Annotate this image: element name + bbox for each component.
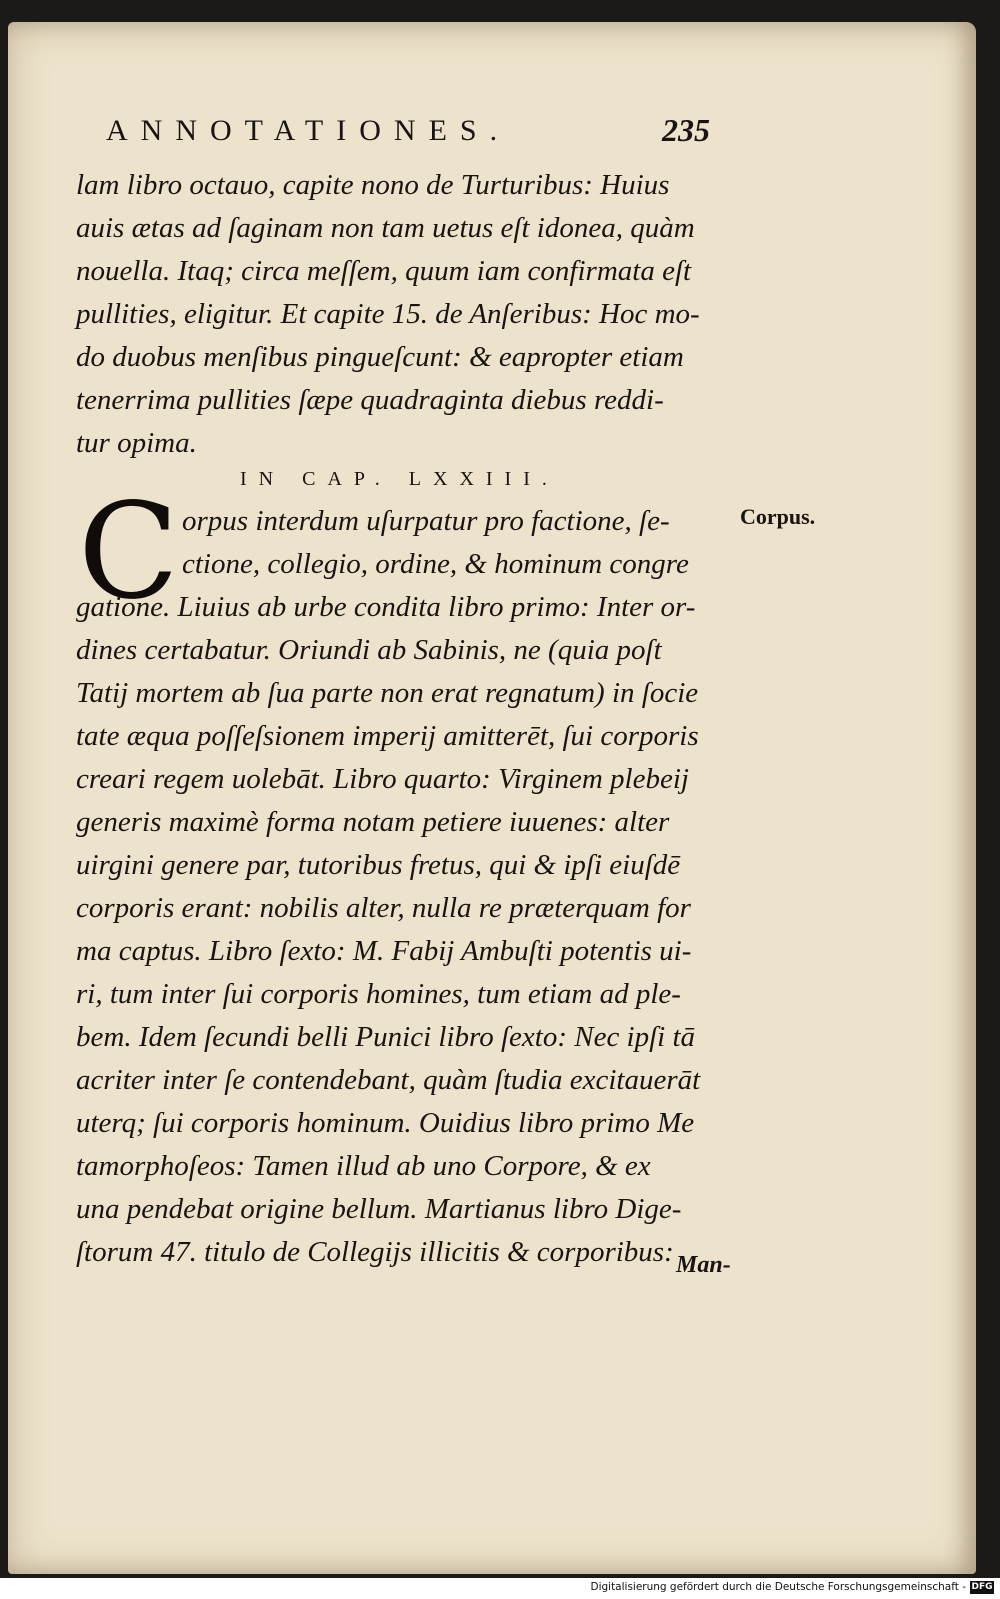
text-line: auis ætas ad ſaginam non tam uetus eſt idonea, quàm <box>76 212 695 244</box>
digitization-credit: Digitalisierung gefördert durch die Deutsche Forschungsgemeinschaft - <box>590 1581 966 1593</box>
text-line: corporis erant: nobilis alter, nulla re præterquam for <box>76 892 691 924</box>
text-line: lam libro octauo, capite nono de Turturibus: Huius <box>76 169 670 201</box>
text-line: ſtorum 47. titulo de Collegijs illicitis & corporibus: <box>76 1236 674 1268</box>
page-number: 235 <box>662 112 710 148</box>
text-line: do duobus menſibus pingueſcunt: & eapropter etiam <box>76 341 684 373</box>
catchword: Man- <box>676 1252 731 1278</box>
section-heading: IN CAP. LXXIII. <box>240 468 559 490</box>
text-line: gatione. Liuius ab urbe condita libro primo: Inter or- <box>76 591 696 623</box>
text-line: Tatij mortem ab ſua parte non erat regnatum) in ſocie <box>76 677 699 709</box>
text-line: tur opima. <box>76 427 197 459</box>
main-paragraph <box>76 500 756 1274</box>
text-line: pullities, eligitur. Et capite 15. de Anſeribus: Hoc mo- <box>76 298 700 330</box>
dfg-logo: DFG <box>971 1582 993 1592</box>
text-line: orpus interdum uſurpatur pro factione, ſe- <box>182 505 670 537</box>
text-line: bem. Idem ſecundi belli Punici libro ſexto: Nec ipſi tā <box>76 1021 696 1053</box>
text-line: ctione, collegio, ordine, & hominum congre <box>182 548 689 580</box>
text-line: ma captus. Libro ſexto: M. Fabij Ambuſti potentis ui- <box>76 935 692 967</box>
drop-cap-initial: C <box>78 475 179 629</box>
text-line: dines certabatur. Oriundi ab Sabinis, ne (quia poſt <box>76 634 662 666</box>
text-line: creari regem uolebāt. Libro quarto: Virginem plebeij <box>76 763 689 795</box>
text-line: una pendebat origine bellum. Martianus libro Dige- <box>76 1193 682 1225</box>
text-line: tamorphoſeos: Tamen illud ab uno Corpore, & ex <box>76 1150 651 1182</box>
text-line: generis maximè forma notam petiere iuuenes: alter <box>76 806 670 838</box>
marginal-note: Corpus. <box>740 504 816 529</box>
text-line: tate æqua poſſeſsionem imperij amitterēt, ſui corporis <box>76 720 699 752</box>
top-paragraph <box>76 164 756 465</box>
text-line: acriter inter ſe contendebant, quàm ſtudia excitauerāt <box>76 1064 701 1096</box>
text-line: nouella. Itaq; circa meſſem, quum iam confirmata eſt <box>76 255 692 287</box>
text-line: uterq; ſui corporis hominum. Ouidius libro primo Me <box>76 1107 695 1139</box>
text-line: tenerrima pullities ſæpe quadraginta diebus reddi- <box>76 384 664 416</box>
text-line: ri, tum inter ſui corporis homines, tum etiam ad ple- <box>76 978 681 1010</box>
text-line: uirgini genere par, tutoribus fretus, qui & ipſi eiuſdē <box>76 849 681 881</box>
running-title: ANNOTATIONES. <box>106 114 511 147</box>
